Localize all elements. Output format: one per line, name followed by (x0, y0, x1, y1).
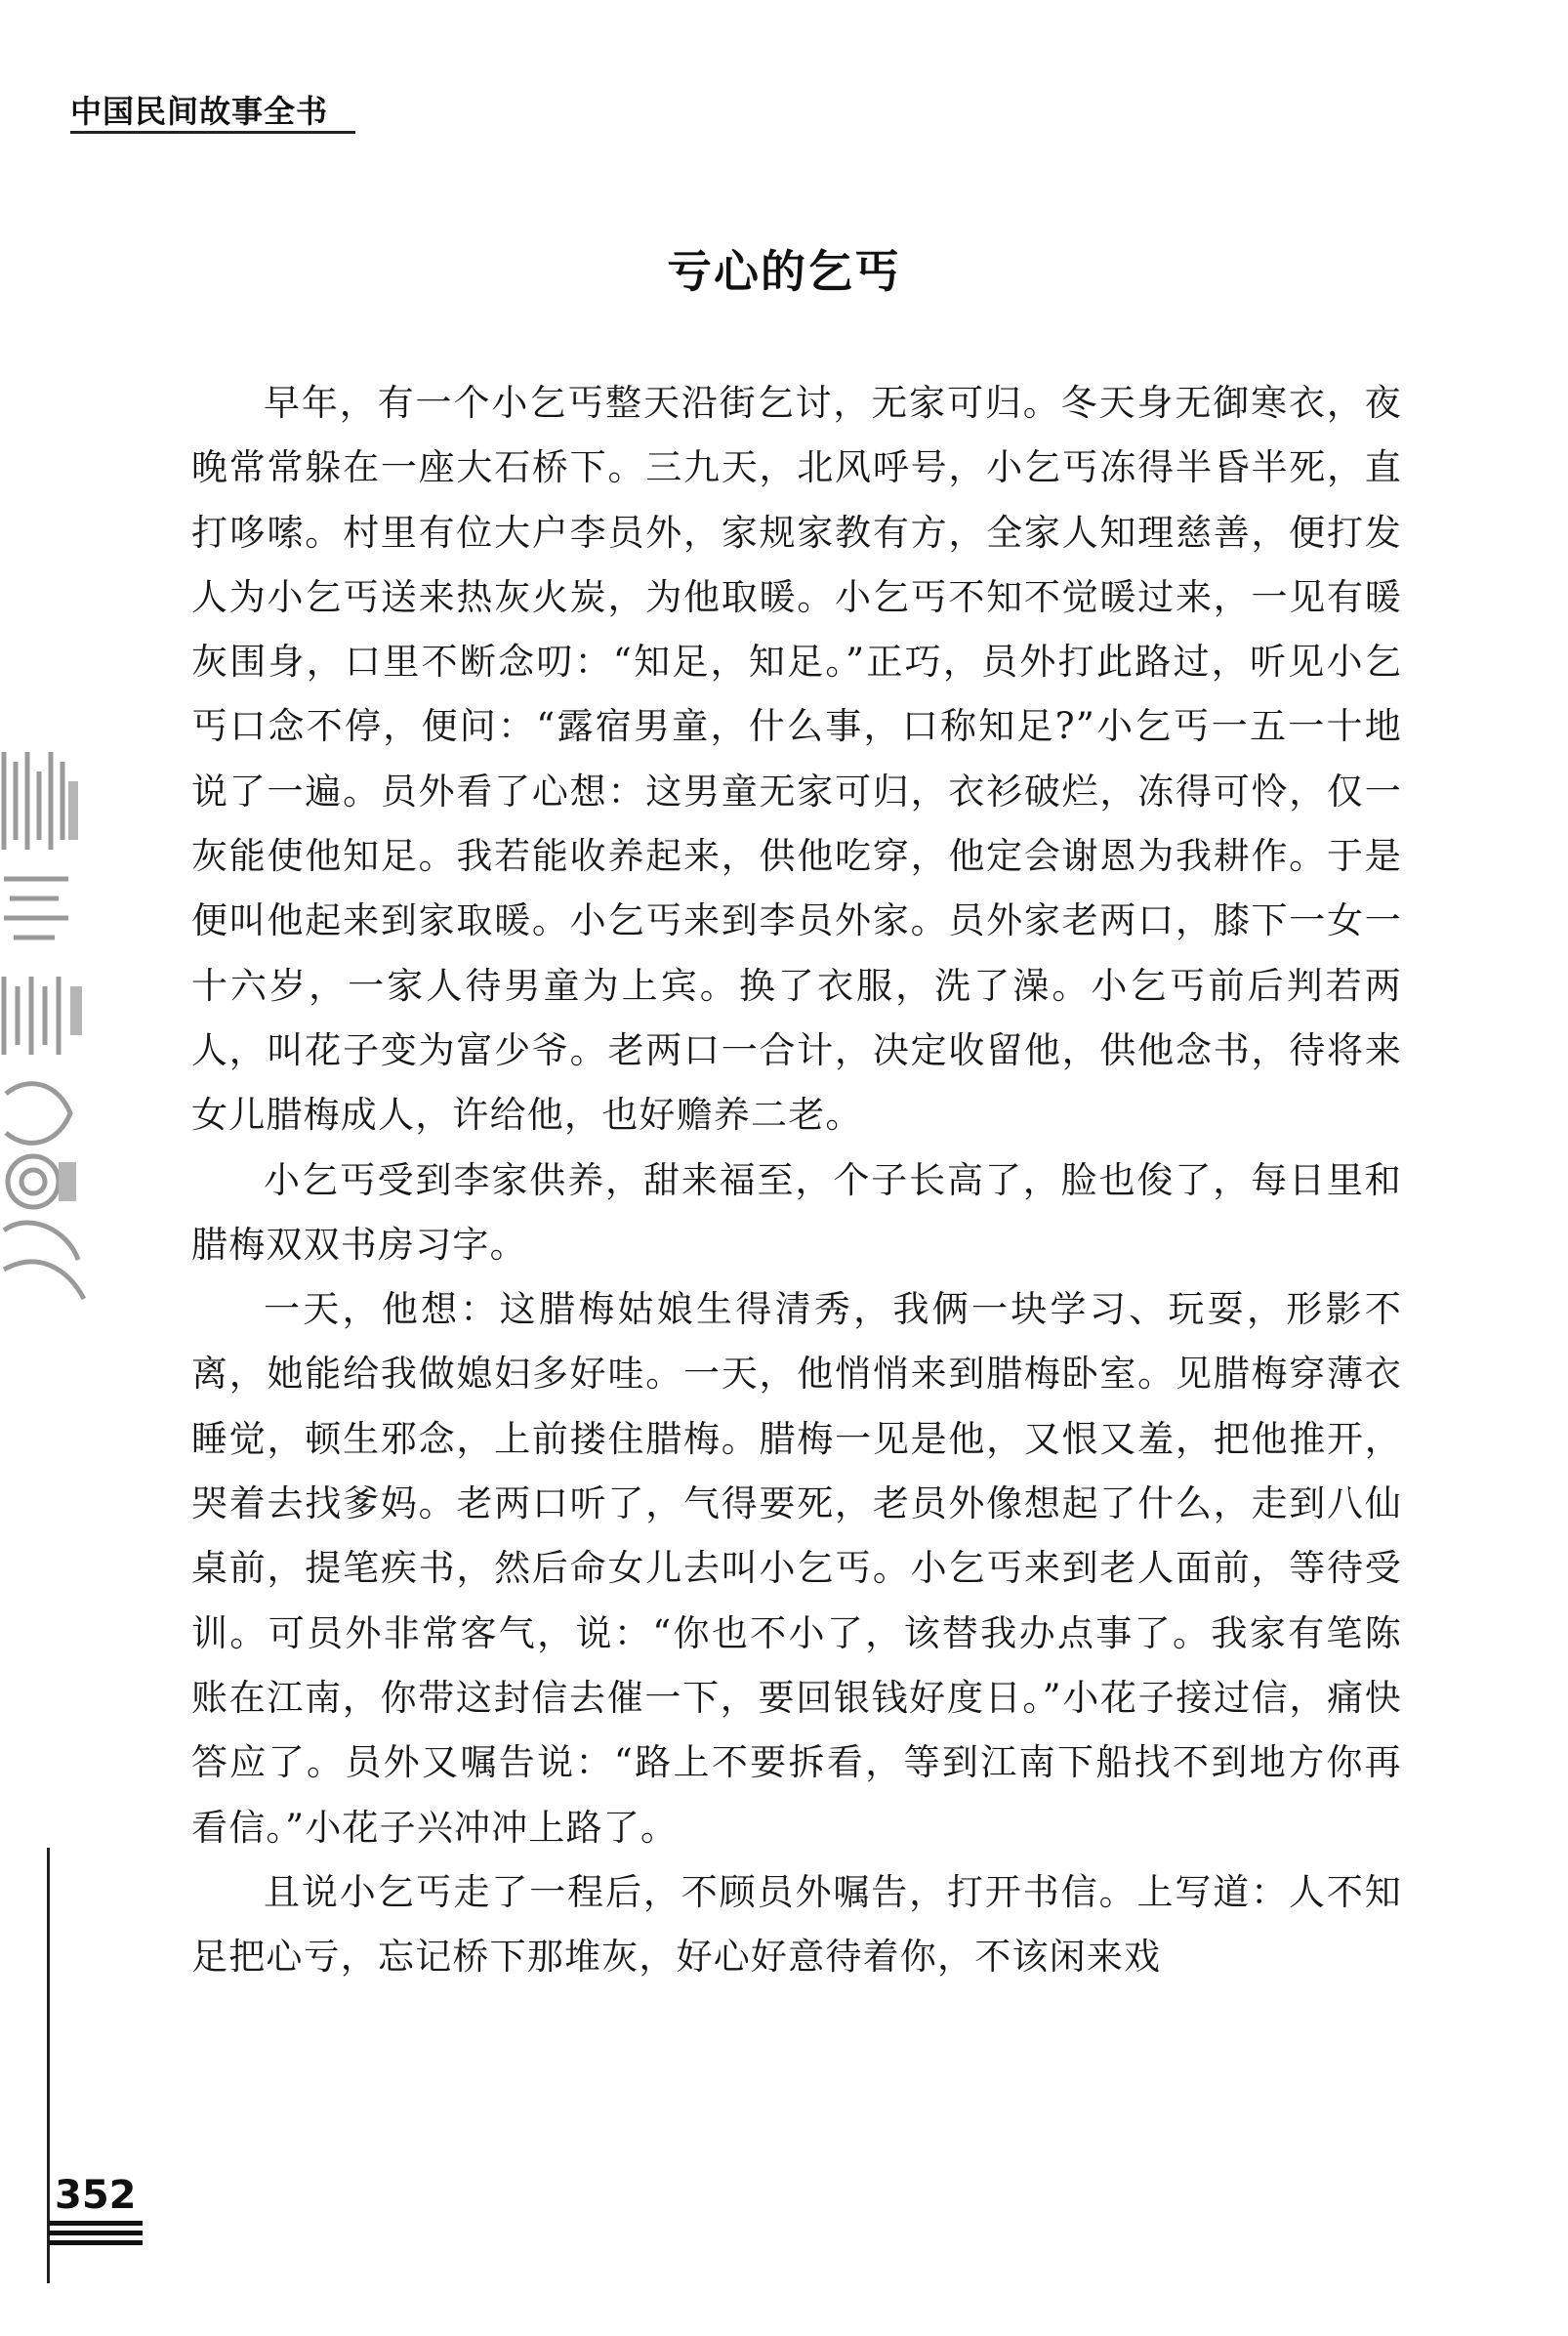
story-body (191, 371, 1402, 1989)
paragraph: 且说小乞丐走了一程后，不顾员外嘱告，打开书信。上写道：人不知足把心亏，忘记桥下那堆灰，好心好意待着你，不该闲来戏 (191, 1870, 1402, 1979)
running-head-underline (70, 131, 355, 134)
story-title: 亏心的乞丐 (667, 245, 901, 298)
paragraph: 一天，他想：这腊梅姑娘生得清秀，我俩一块学习、玩耍，形影不离，她能给我做媳妇多好哇。一天，他悄悄来到腊梅卧室。见腊梅穿薄衣睡觉，顿生邪念，上前搂住腊梅。腊梅一见是他，又恨又羞，把他推开，哭着去找爹妈。老两口听了，气得要死，老员外像想起了什么，走到八仙桌前，提笔疾书，然后命女儿去叫小乞丐。小乞丐来到老人面前，等待受训。可员外非常客气，说：“你也不小了，该替我办点事了。我家有笔陈账在江南，你带这封信去催一下，要回银钱好度日。”小花子接过信，痛快答应了。员外又嘱告说：“路上不要拆看，等到江南下船找不到地方你再看信。”小花子兴冲冲上路了。 (191, 1288, 1402, 1849)
page-number-underline (49, 2221, 143, 2250)
page-number: 352 (55, 2173, 137, 2218)
margin-rule (47, 1848, 50, 2283)
paragraph: 早年，有一个小乞丐整天沿街乞讨，无家可归。冬天身无御寒衣，夜晚常常躲在一座大石桥下。三九天，北风呼号，小乞丐冻得半昏半死，直打哆嗦。村里有位大户李员外，家规家教有方，全家人知理慈善，便打发人为小乞丐送来热灰火炭，为他取暖。小乞丐不知不觉暖过来，一见有暖灰围身，口里不断念叨：“知足，知足。”正巧，员外打此路过，听见小乞丐口念不停，便问：“露宿男童，什么事，口称知足?”小乞丐一五一十地说了一遍。员外看了心想：这男童无家可归，衣衫破烂，冻得可怜，仅一灰能使他知足。我若能收养起来，供他吃穿，他定会谢恩为我耕作。于是便叫他起来到家取暖。小乞丐来到李员外家。员外家老两口，膝下一女一十六岁，一家人待男童为上宾。换了衣服，洗了澡。小乞丐前后判若两人，叫花子变为富少爷。老两口一合计，决定收留他，供他念书，待将来女儿腊梅成人，许给他，也好赡养二老。 (191, 382, 1402, 1137)
side-ornament-icon (0, 742, 94, 1309)
running-head: 中国民间故事全书 (70, 93, 329, 130)
paragraph: 小乞丐受到李家供养，甜来福至，个子长高了，脸也俊了，每日里和腊梅双双书房习字。 (191, 1158, 1402, 1266)
